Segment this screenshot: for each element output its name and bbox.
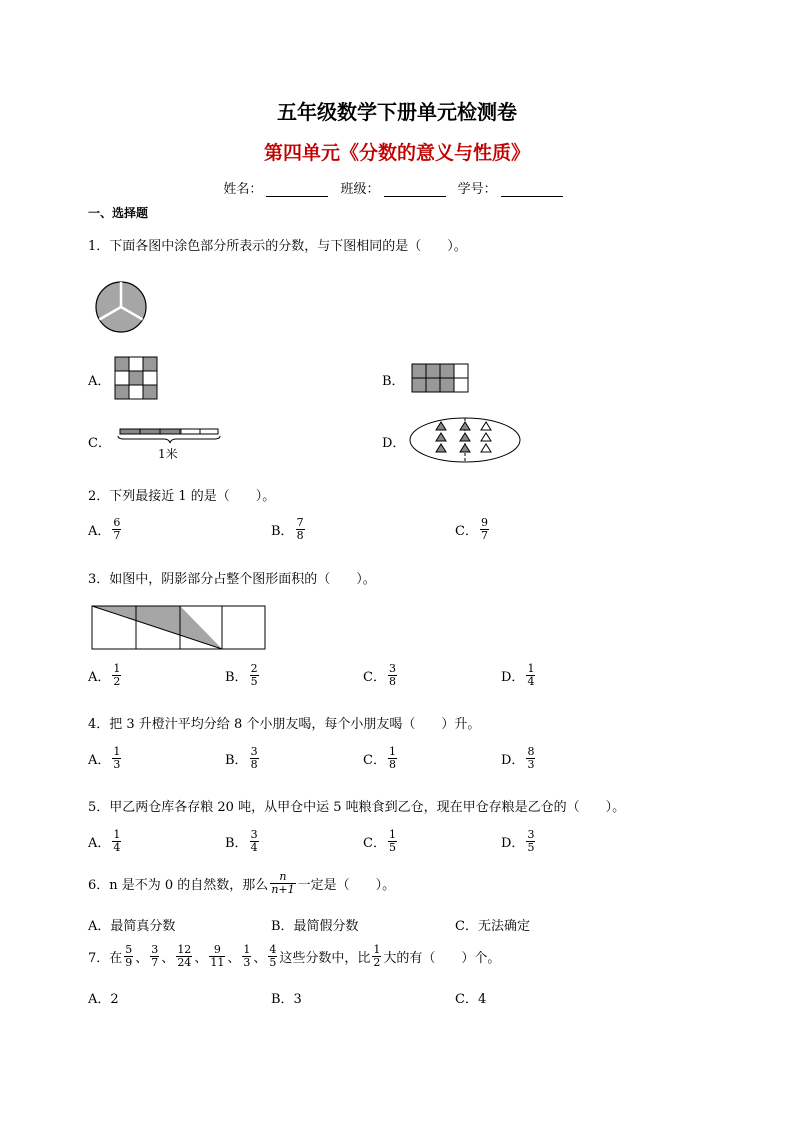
id-label: 学号：: [457, 182, 497, 197]
q5-option-d-label: D．: [501, 836, 525, 851]
q1-reference-circle: [94, 280, 148, 334]
q5-option-a-label: A．: [88, 836, 111, 851]
q6-fraction: $\frac{n}{n+1}$: [271, 870, 295, 896]
q4-option-c-label: C．: [363, 753, 386, 768]
q3-option-a-label: A．: [88, 670, 111, 685]
q1-option-d[interactable]: [382, 432, 405, 451]
q7-reference-fraction: $\frac{1}{2}$: [373, 943, 381, 969]
q6-option-b[interactable]: B．最简假分数: [271, 919, 359, 934]
q6-option-a[interactable]: A．最简真分数: [88, 919, 176, 934]
q1-option-c-label: C．: [88, 436, 111, 451]
q5-option-c[interactable]: [363, 829, 399, 854]
q2-option-c[interactable]: [455, 517, 491, 542]
question-5-text: 5．甲乙两仓库各存粮 20 吨，从甲仓中运 5 吨粮食到乙仓，现在甲仓存粮是乙仓的（ ）。: [88, 800, 626, 815]
q3-option-b-label: B．: [225, 670, 248, 685]
q2-option-b-fraction: $\frac{7}{8}$: [296, 516, 304, 542]
name-label: 姓名：: [223, 182, 263, 197]
q4-option-a-label: A．: [88, 753, 111, 768]
q2-option-c-fraction: $\frac{9}{7}$: [480, 516, 488, 542]
q4-option-a-fraction: $\frac{1}{3}$: [113, 745, 121, 771]
question-4-text: 4．把 3 升橙汁平均分给 8 个小朋友喝，每个小朋友喝（ ）升。: [88, 717, 481, 732]
q3-option-d-fraction: $\frac{1}{4}$: [527, 662, 535, 688]
page-subtitle: 第四单元《分数的意义与性质》: [263, 142, 530, 164]
question-3-text: 3．如图中，阴影部分占整个图形面积的（ ）。: [88, 572, 376, 587]
section-heading: 一、选择题: [88, 206, 149, 220]
q4-option-b-label: B．: [225, 753, 248, 768]
question-1-text: 1．下面各图中涂色部分所表示的分数，与下图相同的是（ ）。: [88, 239, 467, 254]
q2-option-b[interactable]: [271, 517, 307, 542]
q1-option-c-caption: 1米: [158, 447, 178, 461]
q3-option-b-fraction: $\frac{2}{5}$: [250, 662, 258, 688]
q1-option-b[interactable]: [382, 370, 405, 389]
q4-option-d[interactable]: [501, 746, 537, 771]
q6-option-c[interactable]: C．无法确定: [455, 919, 530, 934]
q7-option-b[interactable]: B．3: [271, 992, 302, 1007]
name-field[interactable]: [266, 184, 328, 197]
q7-fraction-6: $\frac{4}{5}$: [269, 943, 277, 969]
page-title: 五年级数学下册单元检测卷: [277, 100, 517, 124]
q1-option-d-label: D．: [382, 436, 406, 451]
q7-fraction-3: $\frac{12}{24}$: [177, 943, 192, 969]
class-label: 班级：: [340, 182, 380, 197]
q1-option-b-label: B．: [382, 374, 405, 389]
q1-option-a-grid: [115, 357, 157, 399]
id-field[interactable]: [501, 184, 563, 197]
q7-option-c[interactable]: C．4: [455, 992, 487, 1007]
q5-option-d-fraction: $\frac{3}{5}$: [527, 828, 535, 854]
q7-fraction-2: $\frac{3}{7}$: [151, 943, 159, 969]
q5-option-d[interactable]: [501, 829, 537, 854]
q4-option-d-label: D．: [501, 753, 525, 768]
q3-shaded-rectangle: [92, 606, 266, 650]
q5-option-b-fraction: $\frac{3}{4}$: [250, 828, 258, 854]
q2-option-b-label: B．: [271, 524, 294, 539]
q1-option-a-label: A．: [88, 374, 111, 389]
q1-option-c[interactable]: [88, 432, 111, 451]
q5-option-b-label: B．: [225, 836, 248, 851]
class-field[interactable]: [384, 184, 446, 197]
q7-fraction-1: $\frac{5}{9}$: [125, 943, 133, 969]
question-2-text: 2．下列最接近 1 的是（ ）。: [88, 489, 276, 504]
question-6-text: 6．n 是不为 0 的自然数，那么 $\frac{n}{n+1}$ 一定是（ ）。: [88, 870, 396, 896]
q3-option-d-label: D．: [501, 670, 525, 685]
q4-option-b[interactable]: [225, 746, 261, 771]
q2-option-c-label: C．: [455, 524, 478, 539]
q2-option-a-fraction: $\frac{6}{7}$: [113, 516, 121, 542]
q3-option-c-fraction: $\frac{3}{8}$: [388, 662, 396, 688]
q7-fraction-5: $\frac{1}{3}$: [243, 943, 251, 969]
q4-option-d-fraction: $\frac{8}{3}$: [527, 745, 535, 771]
q2-option-a-label: A．: [88, 524, 111, 539]
q3-option-d[interactable]: [501, 663, 537, 688]
q1-option-a[interactable]: [88, 370, 110, 389]
q3-option-c[interactable]: [363, 663, 399, 688]
q5-option-c-fraction: $\frac{1}{5}$: [388, 828, 396, 854]
q4-option-c[interactable]: [363, 746, 399, 771]
q1-option-b-grid: [412, 364, 468, 392]
q3-option-a[interactable]: [88, 663, 123, 688]
q2-option-a[interactable]: [88, 517, 123, 542]
q7-option-a[interactable]: A．2: [88, 992, 119, 1007]
q3-option-a-fraction: $\frac{1}{2}$: [113, 662, 121, 688]
q4-option-a[interactable]: [88, 746, 123, 771]
q5-option-b[interactable]: [225, 829, 261, 854]
q4-option-c-fraction: $\frac{1}{8}$: [388, 745, 396, 771]
question-7-text: 7．在 $\frac{5}{9}$ 、 $\frac{3}{7}$ 、 $\frac{12}{24}$ 、 $\frac{9}{11}$ 、 $\frac{1}{3}$ 、 $\frac{4}{5}$ 这些分数中，比 $\frac{1}{2}$ 大的有（ ）个。: [88, 943, 501, 969]
q5-option-a[interactable]: [88, 829, 123, 854]
q1-option-c-ruler: [116, 425, 222, 445]
student-info-row: [0, 178, 794, 197]
q4-option-b-fraction: $\frac{3}{8}$: [250, 745, 258, 771]
q5-option-a-fraction: $\frac{1}{4}$: [113, 828, 121, 854]
q5-option-c-label: C．: [363, 836, 386, 851]
q7-fraction-4: $\frac{9}{11}$: [210, 943, 225, 969]
q3-option-b[interactable]: [225, 663, 261, 688]
q1-option-d-triangles: [409, 417, 521, 463]
q3-option-c-label: C．: [363, 670, 386, 685]
